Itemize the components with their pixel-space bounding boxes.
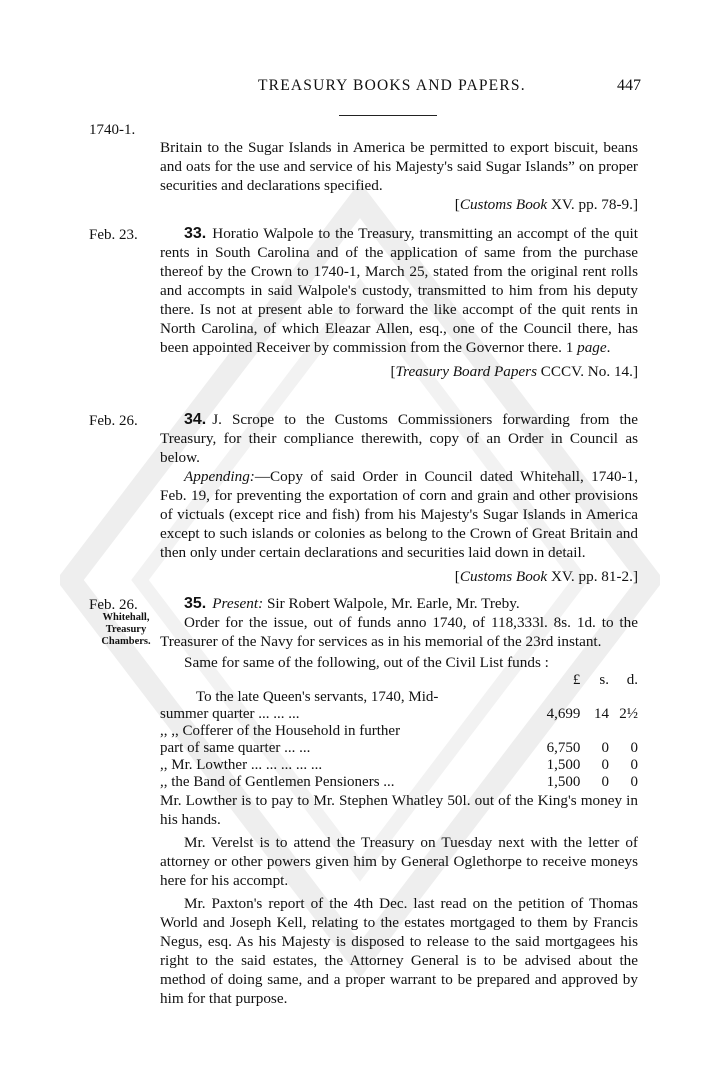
entry-34 bbox=[160, 410, 638, 586]
intro-text: Britain to the Sugar Islands in America be permitted to export biscuit, beans and oats for the use and service of his Majesty's said Sugar Islands” on proper securities and declarations specified. bbox=[160, 139, 638, 194]
entry-35-number: 35. bbox=[184, 595, 207, 612]
col-pounds: £ bbox=[572, 672, 581, 688]
table-row: part of same quarter ... ... 6,750 0 0 bbox=[160, 740, 638, 756]
entry-34-reference: [Customs Book XV. pp. 81-2.] bbox=[454, 568, 638, 585]
civil-list-table bbox=[160, 672, 638, 791]
entry-35-lowther: Mr. Lowther is to pay to Mr. Stephen Whatley 50l. out of the King's money in his hands. bbox=[160, 792, 638, 828]
header-rule bbox=[339, 115, 437, 116]
entry-34-text: 34. J. Scrope to the Customs Commissioners forwarding from the Treasury, for their compliance therewith, copy of an Order in Council as below. bbox=[160, 411, 638, 466]
entry-35 bbox=[160, 594, 638, 1008]
table-row: ,, Mr. Lowther ... ... ... ... ... 1,500 0 0 bbox=[160, 757, 638, 773]
col-shillings: s. bbox=[599, 672, 609, 688]
entry-33-date: Feb. 23. bbox=[89, 227, 138, 243]
table-row: ,, the Band of Gentlemen Pensioners ... 1,500 0 0 bbox=[160, 774, 638, 790]
table-header-row bbox=[160, 672, 638, 689]
page-number: 447 bbox=[617, 77, 641, 94]
entry-35-paxton: Mr. Paxton's report of the 4th Dec. last read on the petition of Thomas World and Joseph Kell, relating to the estates mortgaged to them by Francis Negus, esq. As his Majesty is disposed to release to the said mortgagees his right to the said estates, the Attorney General is to be advised about the method of doing same, and a proper warrant to be prepared and approved by him for that purpose. bbox=[160, 895, 638, 1007]
table-row: ,, ,, Cofferer of the Household in further bbox=[160, 723, 401, 739]
table-row: summer quarter ... ... ... 4,699 14 2½ bbox=[160, 706, 638, 722]
running-head: TREASURY BOOKS AND PAPERS. bbox=[258, 77, 526, 94]
entry-33 bbox=[160, 224, 638, 381]
entry-34-date: Feb. 26. bbox=[89, 413, 138, 429]
entry-34-appending: Appending:—Copy of said Order in Council dated Whitehall, 1740-1, Feb. 19, for preventing the exportation of corn and grain and other provisions of victuals (except rice and fish) from his Majesty's Sugar Islands in America except to such islands or colonies as belong to the Crown of Great Britain and then only under certain declarations and securities laid down in detail. bbox=[160, 468, 638, 561]
intro-paragraph bbox=[160, 138, 638, 214]
intro-reference: [Customs Book XV. pp. 78-9.] bbox=[454, 196, 638, 213]
entry-33-text: 33. Horatio Walpole to the Treasury, transmitting an accompt of the quit rents in South Carolina and of the application of same from the purchase thereof by the Crown to 1740-1, March 25, stated from the original rent rolls and accompts in said Walpole's custody, transmitted to him from his deputy there. Is not at present able to forward the like accompt of the quit rents in North Carolina, of which Eleazar Allen, esq., one of the Council there, has been appointed Receiver by commission from the Governor there. 1 page. bbox=[160, 225, 638, 356]
entry-35-place: Whitehall, Treasury Chambers. bbox=[101, 612, 151, 647]
entry-35-present: 35. Present: Sir Robert Walpole, Mr. Earle, Mr. Treby. bbox=[184, 595, 520, 612]
table-row: To the late Queen's servants, 1740, Mid- bbox=[196, 689, 439, 705]
entry-35-same: Same for same of the following, out of the Civil List funds : bbox=[184, 654, 549, 671]
page-header bbox=[0, 76, 721, 98]
entry-33-number: 33. bbox=[184, 225, 207, 242]
entry-33-reference: [Treasury Board Papers CCCV. No. 14.] bbox=[390, 363, 638, 380]
col-pence: d. bbox=[626, 672, 638, 688]
entry-35-verelst: Mr. Verelst is to attend the Treasury on Tuesday next with the letter of attorney or other powers given him by General Oglethorpe to receive moneys here for his accompt. bbox=[160, 834, 638, 889]
entry-35-date: Feb. 26. bbox=[89, 597, 138, 613]
margin-year: 1740-1. bbox=[89, 122, 136, 138]
entry-35-order: Order for the issue, out of funds anno 1740, of 118,333l. 8s. 1d. to the Treasurer of the Navy for services as in his memorial of the 23rd instant. bbox=[160, 614, 638, 650]
entry-34-number: 34. bbox=[184, 411, 207, 428]
